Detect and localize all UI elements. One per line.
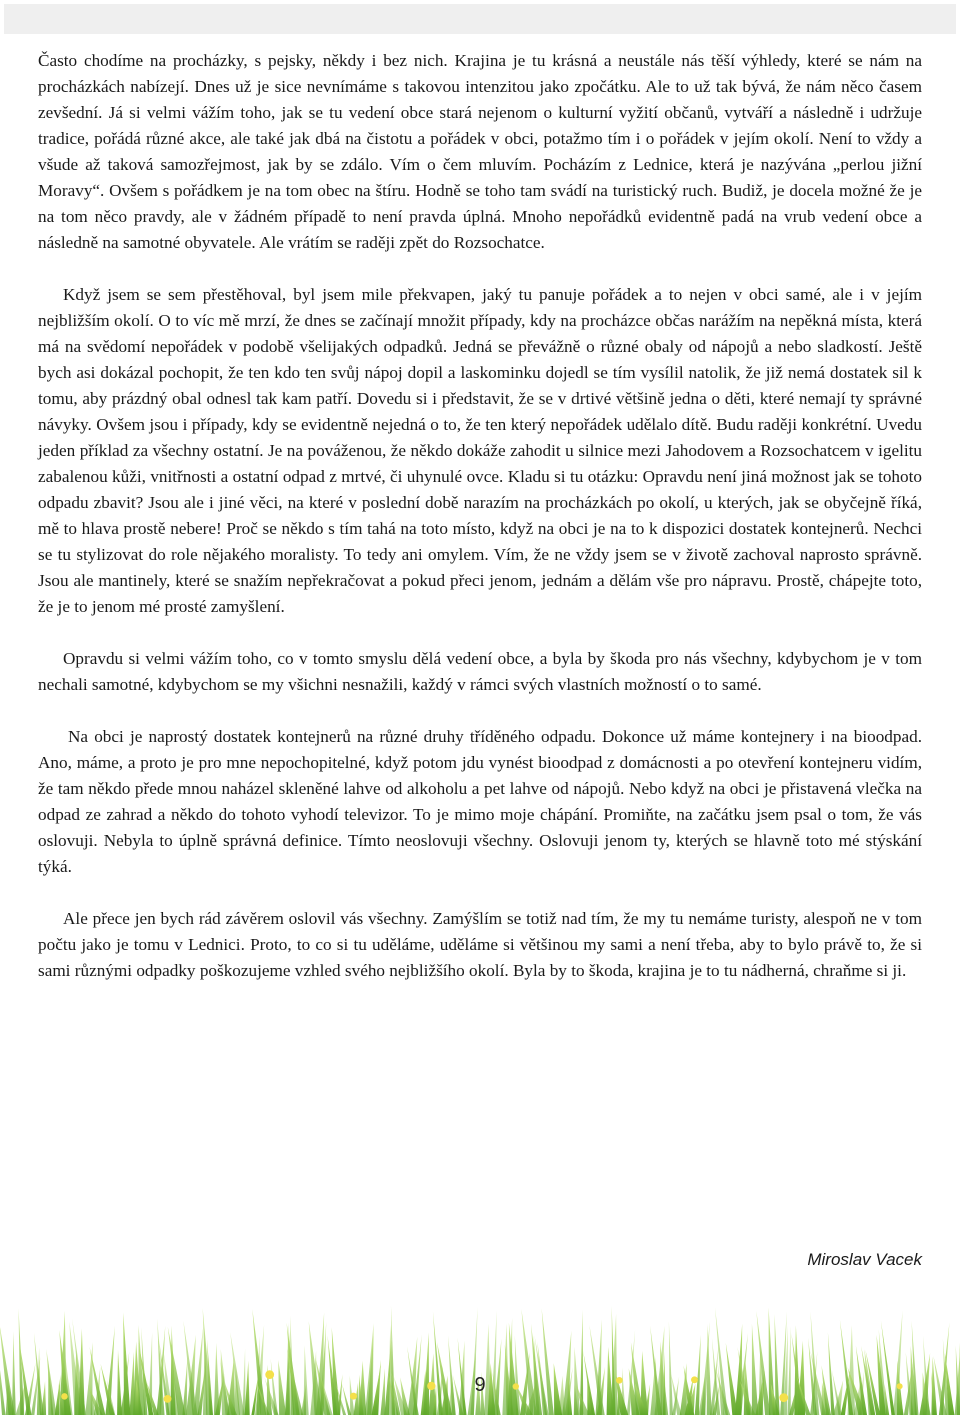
paragraph-2: Když jsem se sem přestěhoval, byl jsem mile překvapen, jaký tu panuje pořádek a to nejen v obci samé, ale i v jejím nejbližším okolí. O to víc mě mrzí, že dnes se začínají množit případy, kdy na procházce občas narážím na nepěkná místa, která má na svědomí nepořádek v podobě všelijakých odpadků. Jedná se převážně o různé obaly od nápojů a nebo sladkostí. Ještě bych asi dokázal pochopit, že ten kdo ten svůj nápoj dopil a laskominku dojedl se tím vysílil natolik, že již nemá dostatek sil k tomu, aby prázdný obal odnesl tak kam patří. Dovedu si i představit, že se v drtivé většině jedna o děti, které nemají ty správné návyky. Ovšem jsou i případy, kdy se evidentně nejedná o to, že ten který nepořádek udělalo dítě. Budu raději konkrétní. Uvedu jeden příklad za všechny ostatní. Je na pováženou, že někdo dokáže zahodit u silnice mezi Jahodovem a Rozsochatcem v igelitu zabalenou kůži, vnitřnosti a ostatní odpad z mrtvé, či uhynulé ovce. Kladu si tu otázku: Opravdu není jiná možnost jak se tohoto odpadu zbavit? Jsou ale i jiné věci, na které v poslední době narazím na procházkách po okolí, u kterých, jak se obyčejně říká, mě to hlava prostě nebere! Proč se někdo s tím tahá na toto místo, když na obci je na to k dispozici dostatek kontejnerů. Nechci se tu stylizovat do role nějakého moralisty. To tedy ani omylem. Vím, že ne vždy jsem se v životě zachoval naprosto správně. Jsou ale mantinely, které se snažím nepřekračovat a pokud přeci jenom, jednám a dělám vše pro nápravu. Prostě, chápejte toto, že je to jenom mé prosté zamyšlení.: [38, 285, 922, 616]
grass-blade: [752, 1324, 758, 1415]
grass-blade: [669, 1321, 673, 1415]
page-number: 9: [474, 1374, 486, 1396]
grass-decoration: [0, 1300, 960, 1415]
grass-blade: [707, 1324, 712, 1415]
grass-blade: [788, 1326, 791, 1415]
header-band: [4, 4, 956, 34]
grass-blade: [123, 1312, 130, 1415]
author-signature: Miroslav Vacek: [807, 1250, 922, 1269]
paragraph-1: Často chodíme na procházky, s pejsky, někdy i bez nich. Krajina je tu krásná a neustále nás těší výhledy, které se nám na procházkách nabízejí. Dnes už je sice nevnímáme s takovou intenzitou jako zpočátku. Ale to už tak bývá, že nám něco časem zevšední. Já si velmi vážím toho, jak se tu vedení obce stará nejenom o kulturní vyžití občanů, vytváří a následně i udržuje tradice, pořádá různé akce, ale také jak dbá na čistotu a pořádek v obci, potažmo tím i o pořádek v jejím okolí. Není to vždy a všude až taková samozřejmost, jak by se zdálo. Vím o čem mluvím. Pocházím z Lednice, která je nazývána „perlou jižní Moravy“. Ovšem s pořádkem je na tom obec na štíru. Hodně se toho tam svádí na turistický ruch. Budiž, je docela možné že je na tom něco pravdy, ale v žádném případě to není pravda úplná. Mnoho nepořádků evidentně padá na vrub vedení obce a následně na samotné obyvatele. Ale vrátím se raději zpět do Rozsochatce.: [38, 51, 922, 252]
paragraph-4: Na obci je naprostý dostatek kontejnerů na různé druhy tříděného odpadu. Dokonce už máme kontejnery i na bioodpad. Ano, máme, a proto je pro mne nepochopitelné, když potom jdu vynést bioodpad z domácnosti a po otevření kontejneru vidím, že tam někdo přede mnou naházel skleněné lahve od alkoholu a pet lahve od nápojů. Nebo když na obci je přistavená vlečka na odpad ze zahrad a někdo do tohoto vyhodí televizor. To je mimo moje chápání. Promiňte, na začátku jsem psal o tom, že vás oslovuji. Nebyla to úplně správná definice. Tímto neoslovuji všechny. Oslovuji jenom ty, kterých se hlavně toto mé stýskání týká.: [38, 727, 922, 876]
grass-blade: [756, 1311, 770, 1415]
paragraph-3: Opravdu si velmi vážím toho, co v tomto smyslu dělá vedení obce, a byla by škoda pro nás všechny, kdybychom je v tom nechali samotné, kdybychom se my všichni nesnažili, každý v rámci svých vlastních možností o to samé.: [38, 649, 922, 694]
paragraph-5: Ale přece jen bych rád závěrem oslovil vás všechny. Zamýšlím se totiž nad tím, že my tu nemáme turisty, alespoň ne v tom počtu jako je tomu v Lednici. Proto, to co si tu uděláme, uděláme si většinou my sami a není třeba, aby to bylo právě to, že si sami různými odpadky poškozujeme vzhled svého nejbližšího okolí. Byla by to škoda, krajina je to tu nádherná, chraňme si ji.: [38, 909, 922, 980]
article-body: [38, 48, 922, 984]
grass-blade: [810, 1312, 819, 1415]
